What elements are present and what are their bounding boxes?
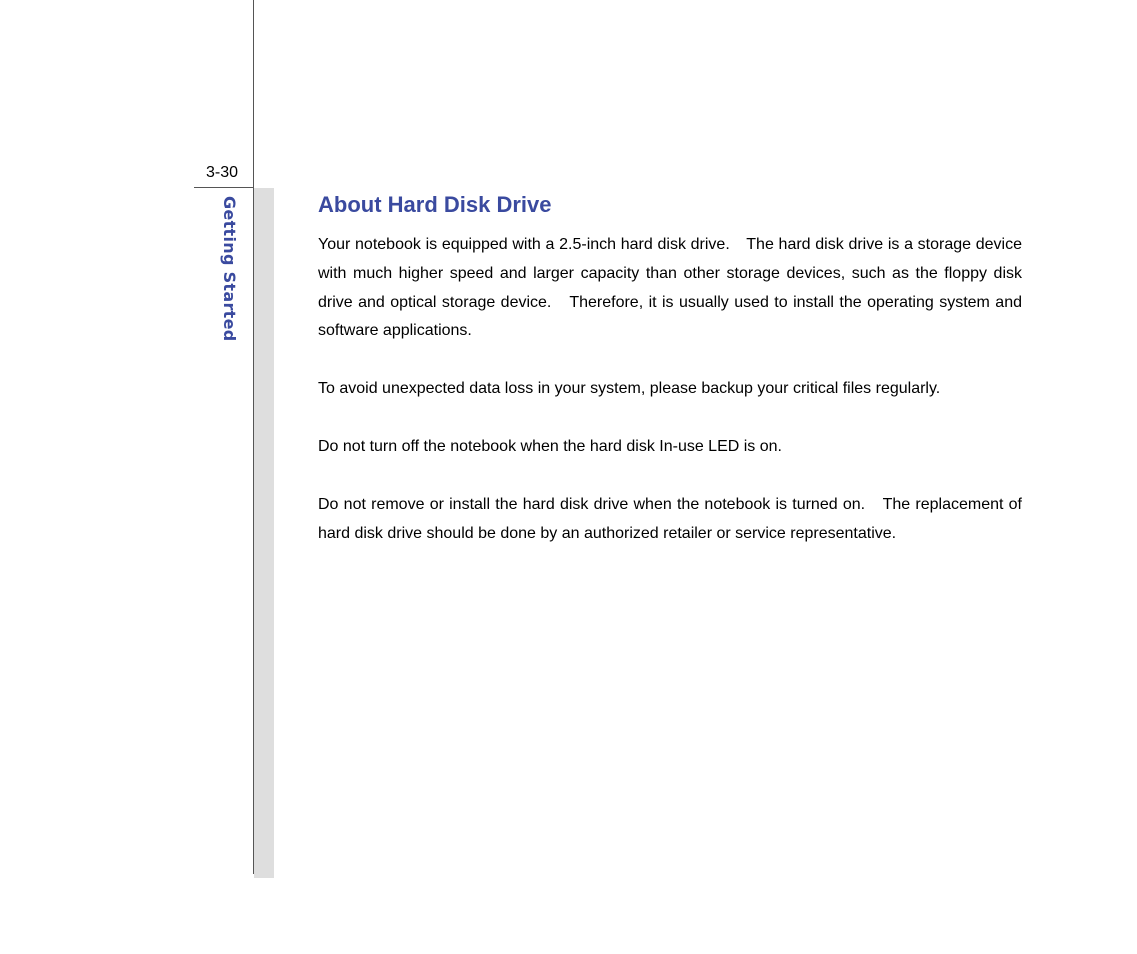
paragraph-backup-advice: To avoid unexpected data loss in your system, please backup your critical files regularly. (318, 380, 941, 398)
paragraph-led-warning: Do not turn off the notebook when the hard disk In-use LED is on. (318, 437, 782, 455)
paragraph-replacement-note: Do not remove or install the hard disk drive when the notebook is turned on. The replacement of hard disk drive should be done by an authorized retailer or service representative. (318, 495, 1022, 542)
section-title: About Hard Disk Drive (318, 192, 552, 217)
page-content (318, 190, 1022, 577)
page-number-rule (194, 187, 254, 188)
paragraph-hdd-intro: Your notebook is equipped with a 2.5-inch hard disk drive. The hard disk drive is a storage device with much higher speed and larger capacity than other storage devices, such as the floppy disk drive and optical storage device. Therefore, it is usually used to install the operating system and software applications. (318, 236, 1022, 340)
page-number: 3-30 (205, 164, 238, 181)
margin-gray-bar (254, 188, 274, 878)
section-label: Getting Started (220, 196, 239, 342)
